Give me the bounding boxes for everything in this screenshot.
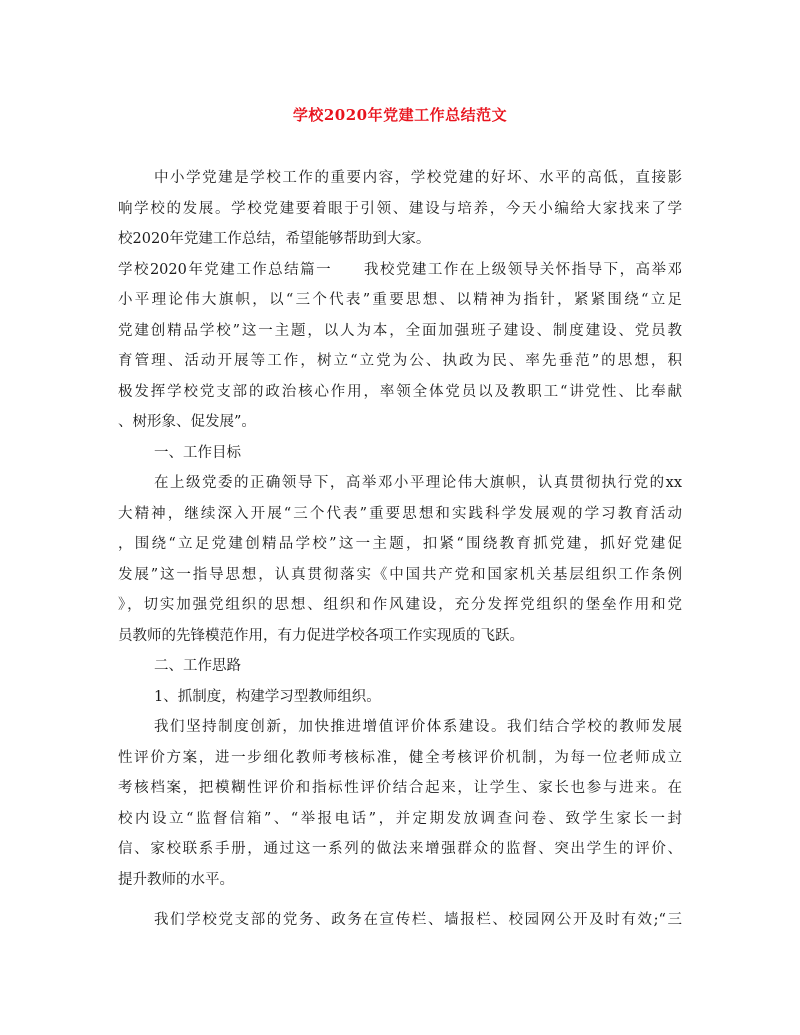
paragraph-line: 我们坚持制度创新，加快推进增值评价体系建设。我们结合学校的教师发展 [154,719,682,735]
paragraph-line: 性评价方案，进一步细化教师考核标准，健全考核评价机制，为每一位老师成立 [118,749,682,766]
paragraph-line: 员教师的先锋模范作用，有力促进学校各项工作实现质的飞跃。 [118,627,524,644]
paragraph-line: 发展”这一指导思想，认真贯彻落实《中国共产党和国家机关基层组织工作条例 [118,566,682,583]
paragraph-line: 我们学校党支部的党务、政务在宣传栏、墙报栏、校园网公开及时有效;“三 [154,912,682,928]
paragraph-line: 党建创精品学校”这一主题，以人为本，全面加强班子建设、制度建设、党员教 [118,322,682,339]
paragraph-line: ，围绕“立足党建创精品学校”这一主题，扣紧“围绕教育抓党建，抓好党建促 [118,536,682,552]
paragraph-line: 小平理论伟大旗帜，以“三个代表”重要思想、以精神为指针，紧紧围绕“立足 [118,292,682,308]
paragraph-line: 在上级党委的正确领导下，高举邓小平理论伟大旗帜，认真贯彻执行党的xx [154,475,682,491]
paragraph-line: 、树形象、促发展”。 [118,414,256,430]
paragraph-line: 》，切实加强党组织的思想、组织和作风建设，充分发挥党组织的堡垒作用和党 [118,597,682,613]
document-title: 学校2020年党建工作总结范文 [292,106,508,124]
paragraph-line: 极发挥学校党支部的政治核心作用，率领全体党员以及教职工“讲党性、比奉献 [118,383,682,400]
paragraph-line: 信、家校联系手册，通过这一系列的做法来增强群众的监督、突出学生的评价、 [118,841,682,857]
document-body [118,163,682,936]
paragraph-line: 学校2020年党建工作总结篇一 我校党建工作在上级领导关怀指导下，高举邓 [118,261,682,278]
section-heading: 二、工作思路 [154,658,241,674]
paragraph-line: 校内设立“监督信箱”、“举报电话”，并定期发放调查问卷、致学生家长一封 [118,810,682,827]
subsection-heading: 1、抓制度，构建学习型教师组织。 [154,688,381,705]
paragraph-line: 中小学党建是学校工作的重要内容，学校党建的好坏、水平的高低，直接影 [154,170,682,186]
paragraph-spacer [118,895,682,905]
paragraph-line: 大精神，继续深入开展“三个代表”重要思想和实践科学发展观的学习教育活动 [118,505,682,522]
paragraph-line: 育管理、活动开展等工作，树立“立党为公、执政为民、率先垂范”的思想，积 [118,353,682,369]
paragraph-line: 提升教师的水平。 [118,871,234,888]
paragraph-line: 考核档案，把模糊性评价和指标性评价结合起来，让学生、家长也参与进来。在 [118,780,682,796]
paragraph-line: 响学校的发展。学校党建要着眼于引领、建设与培养，今天小编给大家找来了学 [118,200,682,217]
section-heading: 一、工作目标 [154,444,241,461]
paragraph-line: 校2020年党建工作总结，希望能够帮助到大家。 [118,231,431,247]
